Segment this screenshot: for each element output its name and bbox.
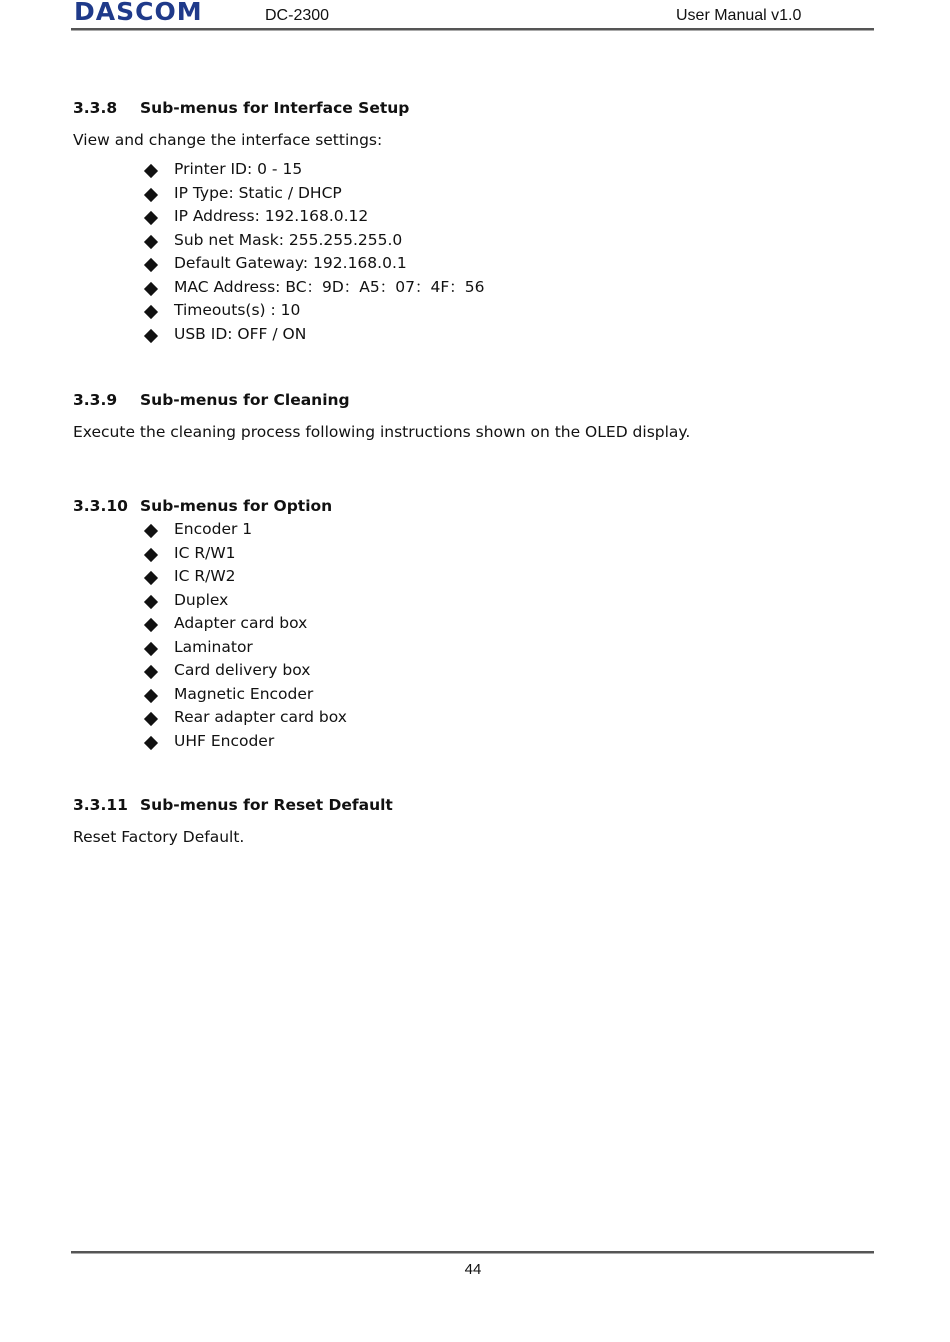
list-item: Duplex [73,589,873,613]
diamond-bullet-icon [144,548,158,562]
list-item: USB ID: OFF / ON [73,323,873,347]
section-number: 3.3.8 [73,99,118,117]
section-number: 3.3.10 [73,497,128,515]
footer-rule [71,1251,874,1254]
section-intro: Execute the cleaning process following instructions shown on the OLED display. [73,423,691,441]
diamond-bullet-icon [144,595,158,609]
list-item: Encoder 1 [73,518,873,542]
list-item: Magnetic Encoder [73,683,873,707]
section-heading-reset-default [73,793,873,817]
diamond-bullet-icon [144,689,158,703]
list-item: IC R/W1 [73,542,873,566]
list-item: Card delivery box [73,659,873,683]
section-heading-option [73,494,873,518]
list-item: Laminator [73,636,873,660]
section-heading-interface-setup [73,96,873,120]
section-number: 3.3.9 [73,391,118,409]
section-title: Sub-menus for Interface Setup [140,99,410,117]
diamond-bullet-icon [144,164,158,178]
diamond-bullet-icon [144,235,158,249]
list-item: Default Gateway: 192.168.0.1 [73,252,873,276]
section-title: Sub-menus for Cleaning [140,391,350,409]
diamond-bullet-icon [144,188,158,202]
list-item: Timeouts(s) : 10 [73,299,873,323]
page-number: 44 [464,1261,482,1278]
section-intro: View and change the interface settings: [73,131,383,149]
manual-version: User Manual v1.0 [676,7,802,24]
section-title: Sub-menus for Option [140,497,333,515]
interface-settings-list [73,158,873,346]
list-item: IP Address: 192.168.0.12 [73,205,873,229]
diamond-bullet-icon [144,258,158,272]
list-item: MAC Address: BC：9D：A5：07：4F：56 [73,276,873,300]
model-name: DC-2300 [265,7,330,24]
section-title: Sub-menus for Reset Default [140,796,393,814]
list-item: Sub net Mask: 255.255.255.0 [73,229,873,253]
section-heading-cleaning [73,388,873,412]
header-rule [71,28,874,31]
diamond-bullet-icon [144,524,158,538]
diamond-bullet-icon [144,712,158,726]
diamond-bullet-icon [144,736,158,750]
dascom-logo: DASCOM [74,0,203,26]
diamond-bullet-icon [144,282,158,296]
list-item: IC R/W2 [73,565,873,589]
page-content [73,96,873,851]
list-item: Adapter card box [73,612,873,636]
diamond-bullet-icon [144,329,158,343]
page-header [0,0,950,40]
list-item: UHF Encoder [73,730,873,754]
section-number: 3.3.11 [73,796,128,814]
diamond-bullet-icon [144,618,158,632]
diamond-bullet-icon [144,211,158,225]
list-item: Rear adapter card box [73,706,873,730]
diamond-bullet-icon [144,305,158,319]
diamond-bullet-icon [144,665,158,679]
diamond-bullet-icon [144,642,158,656]
section-intro: Reset Factory Default. [73,828,245,846]
list-item: Printer ID: 0 - 15 [73,158,873,182]
diamond-bullet-icon [144,571,158,585]
list-item: IP Type: Static / DHCP [73,182,873,206]
option-list [73,518,873,753]
